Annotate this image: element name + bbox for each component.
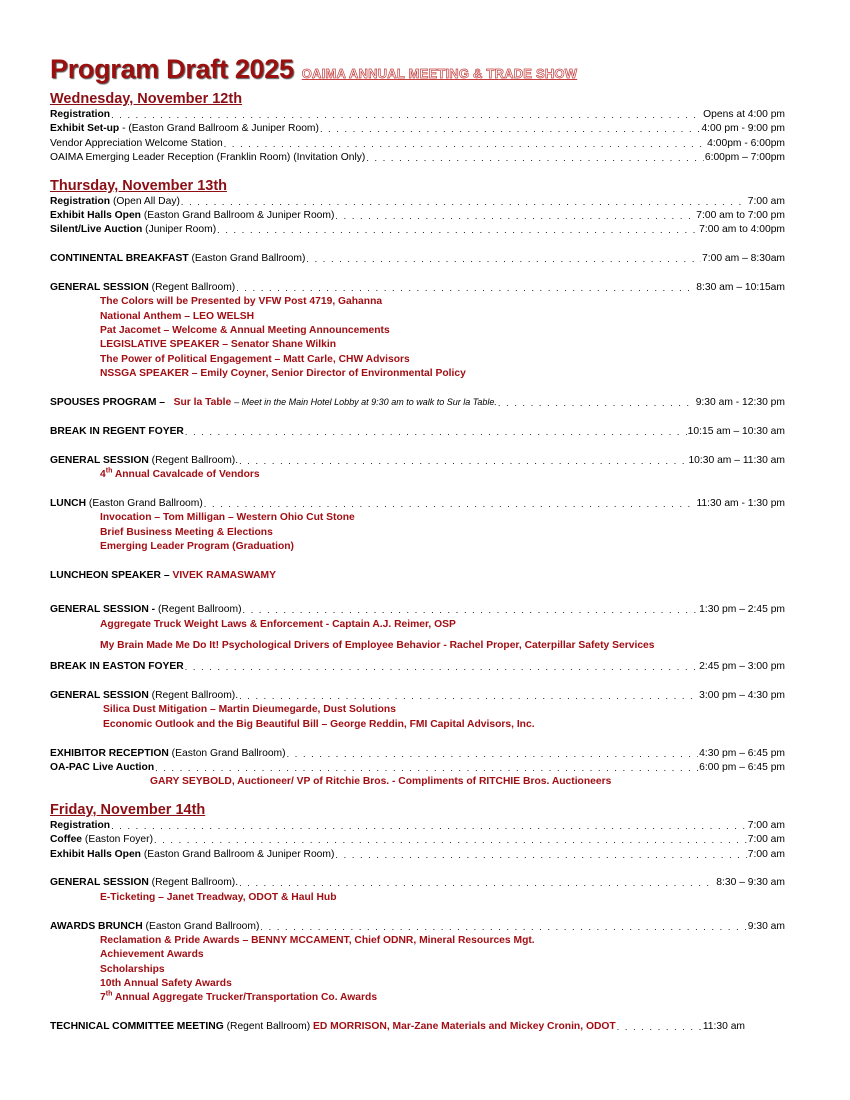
award-item: 10th Annual Safety Awards [100,978,232,990]
leader-dots [111,108,702,122]
session-item: LEGISLATIVE SPEAKER – Senator Shane Wilkin [100,339,337,351]
row-time: 4:30 pm – 6:45 pm [699,747,785,759]
schedule-row-break [50,425,785,439]
leader-dots [617,1020,702,1034]
row-time: 7:00 am to 4:00pm [699,224,785,236]
row-label: Registration [50,195,111,207]
session-item: Aggregate Truck Weight Laws & Enforcement - Captain A.J. Reimer, OSP [100,618,456,630]
session-item: NSSGA SPEAKER – Emily Coyner, Senior Director of Environmental Policy [100,368,466,380]
schedule-row [50,151,785,165]
row-time: 7:00 am [747,819,785,831]
schedule-row-general-session [50,454,785,468]
schedule-row [50,195,785,209]
schedule-row-exhibitor-reception [50,747,785,761]
row-label: LUNCH [50,497,87,509]
row-time: 6:00 pm – 6:45 pm [699,762,785,773]
leader-dots [217,223,698,237]
row-location: (Easton Grand Ballroom) [86,497,203,509]
committee-people: ED MORRISON, Mar-Zane Materials and Mickey Cronin, ODOT [313,1021,616,1033]
row-location: - (Easton Grand Ballroom & Juniper Room) [119,123,319,135]
award-item: 7th Annual Aggregate Trucker/Transportation Co. Awards [100,991,378,1004]
session-item: Pat Jacomet – Welcome & Annual Meeting Announcements [100,325,390,337]
schedule-row [50,833,785,847]
row-label: EXHIBITOR RECEPTION [50,747,169,759]
schedule-row-general-session [50,876,785,890]
speaker-name: VIVEK RAMASWAMY [172,569,276,581]
leader-dots [335,848,746,862]
row-time: 7:00 am [747,848,785,860]
row-time: 4:00 pm - 9:00 pm [701,123,785,135]
session-item: National Anthem – LEO WELSH [100,310,255,322]
schedule-row [50,209,785,223]
session-item: 4th Annual Cavalcade of Vendors [100,467,260,480]
schedule-row-breakfast [50,252,785,266]
row-label: Exhibit Halls Open [50,848,141,860]
schedule-row [50,137,785,151]
row-label: CONTINENTAL BREAKFAST [50,253,189,265]
row-time: 7:00 am – 8:30am [702,253,785,265]
row-time: 7:00 am to 7:00 pm [696,209,785,221]
row-time: 8:30 – 9:30 am [716,877,785,889]
row-label: BREAK IN EASTON FOYER [50,661,184,673]
row-location: (Easton Grand Ballroom & Juniper Room) [140,209,335,221]
row-location: (Regent Ballroom). [148,690,239,702]
row-label: GENERAL SESSION - [50,604,156,616]
leader-dots [366,151,704,165]
leader-dots [185,660,698,674]
schedule-row-spouses-program [50,396,785,410]
row-time: 10:30 am – 11:30 am [688,454,785,466]
schedule-row-general-session [50,689,785,703]
row-label: Registration [50,108,111,120]
row-label: TECHNICAL COMMITTEE MEETING [50,1021,224,1033]
session-item: Economic Outlook and the Big Beautiful Bill – George Reddin, FMI Capital Advisors, Inc. [103,718,535,730]
leader-dots [287,747,699,761]
schedule-row-lunch [50,497,785,511]
luncheon-speaker [50,569,785,583]
leader-dots [154,833,747,847]
schedule-row-oa-pac [50,761,785,775]
row-label: GENERAL SESSION [50,877,149,889]
row-time: 11:30 am [702,1021,745,1033]
row-time: 3:00 pm – 4:30 pm [699,690,785,702]
session-item: The Power of Political Engagement – Matt Carle, CHW Advisors [100,353,410,365]
schedule-row [50,848,785,862]
row-time: 2:45 pm – 3:00 pm [699,661,785,673]
row-label: OAIMA Emerging Leader Reception (Franklin Room) (Invitation Only) [50,152,366,164]
leader-dots [243,603,699,617]
session-item: My Brain Made Me Do It! Psychological Drivers of Employee Behavior - Rachel Proper, Caterpillar Safety Services [100,639,655,651]
leader-dots [239,454,687,468]
row-label: BREAK IN REGENT FOYER [50,425,184,437]
row-time: 8:30 am – 10:15am [696,281,785,293]
day-heading-thursday: Thursday, November 13th [50,177,228,194]
row-location: (Easton Grand Ballroom) [188,253,306,265]
row-location: (Easton Grand Ballroom) [168,747,286,759]
row-location: (Open All Day) [110,195,180,207]
leader-dots [204,497,696,511]
program-page [50,54,785,1035]
wednesday-schedule [50,108,785,166]
session-item: The Colors will be Presented by VFW Post 4719, Gahanna [100,296,383,308]
row-label: SPOUSES PROGRAM – [50,397,166,409]
leader-dots [306,252,701,266]
session-item: E-Ticketing – Janet Treadway, ODOT & Haul Hub [100,891,337,903]
row-label: GENERAL SESSION [50,281,149,293]
title-row [50,54,785,86]
row-location: (Easton Grand Ballroom & Juniper Room) [140,848,335,860]
row-location: (Regent Ballroom). [148,454,239,466]
thursday-schedule [50,195,785,790]
schedule-row [50,223,785,237]
schedule-row-general-session [50,603,785,617]
leader-dots [335,209,695,223]
schedule-row-awards-brunch [50,920,785,934]
award-item: Reclamation & Pride Awards – BENNY MCCAMENT, Chief ODNR, Mineral Resources Mgt. [100,934,535,946]
leader-dots [498,396,695,410]
day-heading-wednesday: Wednesday, November 12th [50,91,243,107]
row-location: (Regent Ballroom) [223,1021,311,1033]
spouses-event: Sur la Table [173,397,232,409]
leader-dots [320,122,700,136]
auction-note: GARY SEYBOLD, Auctioneer/ VP of Ritchie Bros. - Compliments of RITCHIE Bros. Auctioneers [150,776,612,788]
schedule-row [50,108,785,122]
session-item: Silica Dust Mitigation – Martin Dieumegarde, Dust Solutions [103,704,396,716]
schedule-row [50,819,785,833]
row-time: 6:00pm – 7:00pm [704,152,785,164]
row-label: AWARDS BRUNCH [50,920,143,932]
day-heading-friday: Friday, November 14th [50,801,206,818]
row-location: (Regent Ballroom) [155,604,242,616]
award-item: Scholarships [100,963,165,975]
row-time: 11:30 am - 1:30 pm [696,497,785,509]
row-location: (Easton Grand Ballroom) [142,920,260,932]
leader-dots [260,920,746,934]
spouses-note: – Meet in the Main Hotel Lobby at 9:30 am to walk to Sur la Table. [234,397,497,408]
row-label: GENERAL SESSION [50,690,149,702]
row-location: (Regent Ballroom). [148,877,239,889]
award-item: Achievement Awards [100,949,204,961]
page-subtitle: OAIMA ANNUAL MEETING & TRADE SHOW [301,66,578,81]
row-time: Opens at 4:00 pm [703,108,785,120]
row-label: Exhibit Halls Open [50,209,141,221]
schedule-row-general-session [50,281,785,295]
page-title: Program Draft 2025 [50,54,294,84]
leader-dots [181,195,747,209]
session-item: Invocation – Tom Milligan – Western Ohio Cut Stone [100,512,355,524]
leader-dots [239,876,715,890]
row-label: Coffee [50,834,83,846]
leader-dots [111,819,747,833]
row-label: Registration [50,819,111,831]
schedule-row-break [50,660,785,674]
leader-dots [239,689,698,703]
row-time: 4:00pm - 6:00pm [707,137,785,149]
friday-schedule [50,819,785,1035]
row-time: 10:15 am – 10:30 am [687,425,785,437]
leader-dots [236,281,695,295]
row-label: Exhibit Set-up [50,123,120,135]
session-item: Emerging Leader Program (Graduation) [100,540,294,552]
row-time: 7:00 am [747,834,785,846]
row-label: Silent/Live Auction [50,224,143,236]
leader-dots [185,425,687,439]
row-label: OA-PAC Live Auction [50,762,155,773]
session-item: Brief Business Meeting & Elections [100,526,273,538]
row-location: (Regent Ballroom) [148,281,236,293]
row-label: LUNCHEON SPEAKER – [50,569,170,581]
schedule-row [50,122,785,136]
row-label: GENERAL SESSION [50,454,149,466]
row-time: 7:00 am [747,195,785,207]
schedule-row-technical-committee [50,1020,745,1034]
row-time: 9:30 am [747,920,785,932]
row-label: Vendor Appreciation Welcome Station [50,137,223,149]
leader-dots [224,137,706,151]
row-location: (Easton Foyer) [82,834,154,846]
row-time: 1:30 pm – 2:45 pm [699,604,785,616]
leader-dots [155,761,698,775]
row-location: (Juniper Room) [142,224,217,236]
row-time: 9:30 am - 12:30 pm [695,397,785,409]
